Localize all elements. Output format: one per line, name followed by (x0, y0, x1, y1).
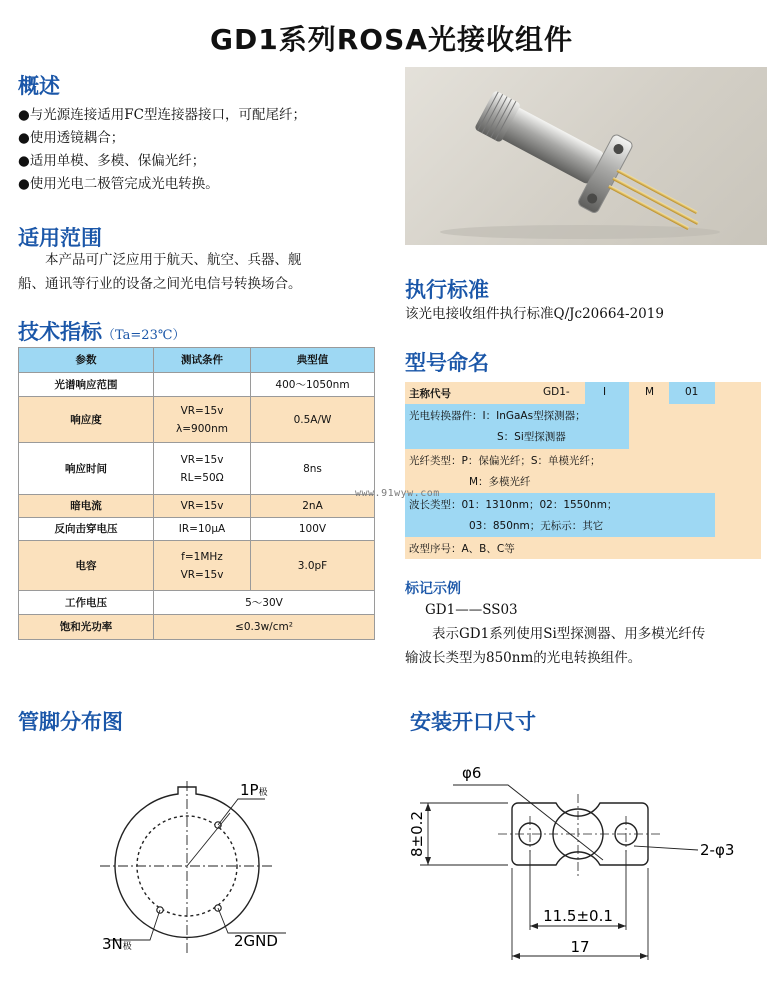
product-photo (405, 67, 767, 245)
condition-cell: VR=15v (154, 495, 251, 518)
table-row (19, 591, 375, 615)
example-heading: 标记示例 (405, 581, 461, 597)
table-row (19, 495, 375, 518)
bullet-item: ●使用透镜耦合； (18, 130, 125, 146)
param-cell: 工作电压 (19, 591, 154, 615)
value-cell: 2nA (251, 495, 375, 518)
param-cell: 响应时间 (19, 443, 154, 495)
example-line: 输波长类型为850nm的光电转换组件。 (405, 650, 642, 666)
value-cell: 3.0pF (251, 541, 375, 591)
pin3-label: 3N极 (102, 935, 132, 953)
table-row (19, 615, 375, 640)
wavelength-line: 波长类型：01：1310nm；02：1550nm； (409, 499, 618, 511)
watermark: www.91wyw.com (355, 488, 440, 499)
param-cell: 响应度 (19, 397, 154, 443)
fiber-line: M：多模光纤 (469, 476, 531, 488)
header-param: 参数 (19, 348, 154, 373)
model-fiber-row (405, 449, 761, 493)
condition-line: VR=15v (180, 404, 224, 417)
condition-cell: IR=10μA (154, 518, 251, 541)
scope-heading: 适用范围 (18, 226, 102, 250)
standard-text: 该光电接收组件执行标准Q/Jc20664-2019 (405, 306, 664, 322)
condition-line: RL=50Ω (180, 471, 224, 484)
value-cell: 0.5A/W (251, 397, 375, 443)
row-bg (715, 493, 761, 537)
code-fiber: M (645, 386, 655, 398)
value-cell: 100V (251, 518, 375, 541)
rosa-module-illustration (405, 67, 767, 245)
pin-diagram-heading: 管脚分布图 (18, 710, 123, 734)
pin-diagram (90, 775, 310, 965)
fiber-line: 光纤类型：P：保偏光纤；S：单模光纤； (409, 455, 601, 467)
model-main-row (405, 382, 761, 404)
table-row (19, 397, 375, 443)
param-cell: 暗电流 (19, 495, 154, 518)
condition-cell (154, 541, 251, 591)
mount-drawing (398, 758, 768, 968)
spacing-label: 11.5±0.1 (543, 907, 613, 925)
bullet-item: ●与光源连接适用FC型连接器接口，可配尾纤； (18, 107, 306, 123)
scope-text (18, 248, 378, 296)
mount-heading: 安装开口尺寸 (410, 710, 536, 734)
holes-label: 2-φ3 (700, 841, 735, 859)
example-line: 表示GD1系列使用Si型探测器、用多模光纤传 (432, 626, 706, 642)
scope-line: 本产品可广泛应用于航天、航空、兵器、舰 (45, 252, 302, 268)
pin1-label: 1P极 (240, 781, 268, 799)
header-condition: 测试条件 (154, 348, 251, 373)
table-row (19, 373, 375, 397)
bullet-item: ●使用光电二极管完成光电转换。 (18, 176, 219, 192)
param-cell: 反向击穿电压 (19, 518, 154, 541)
model-heading: 型号命名 (405, 351, 489, 375)
table-row (19, 541, 375, 591)
detector-line: 光电转换器件：I：InGaAs型探测器； (409, 410, 586, 422)
bullet-item: ●适用单模、多模、保偏光纤； (18, 153, 206, 169)
example-code: GD1——SS03 (425, 602, 518, 618)
wavelength-line: 03：850nm；无标示：其它 (469, 520, 604, 532)
width-label: 17 (570, 938, 590, 956)
revision-line: 改型序号：A、B、C等 (409, 543, 515, 555)
holes-leader (634, 846, 698, 850)
overview-heading: 概述 (18, 74, 60, 98)
param-cell: 光谱响应范围 (19, 373, 154, 397)
condition-line: VR=15v (180, 568, 224, 581)
condition-line: VR=15v (180, 453, 224, 466)
merged-value-cell: ≤0.3w/cm² (154, 615, 375, 640)
code-detector: I (603, 386, 607, 398)
detector-line: S：Si型探测器 (497, 431, 566, 443)
height-label: 8±0.2 (408, 811, 426, 857)
header-value: 典型值 (251, 348, 375, 373)
standard-heading: 执行标准 (405, 278, 489, 302)
specs-condition: （Ta=23℃） (102, 328, 186, 343)
specs-heading (18, 316, 185, 346)
table-row (19, 518, 375, 541)
main-code: GD1- (543, 386, 570, 398)
example-text (405, 622, 767, 670)
model-revision-row (405, 537, 761, 559)
condition-cell (154, 443, 251, 495)
spec-header-row (19, 348, 375, 373)
condition-line: λ=900nm (176, 422, 228, 435)
value-cell: 8ns (251, 443, 375, 495)
merged-value-cell: 5～30V (154, 591, 375, 615)
code-box (585, 382, 629, 404)
page-title: GD1系列ROSA光接收组件 (210, 23, 573, 56)
param-cell: 电容 (19, 541, 154, 591)
pin2-label: 2GND (234, 932, 278, 950)
spec-table (18, 347, 375, 640)
main-label: 主称代号 (409, 388, 451, 400)
model-wavelength-row (405, 493, 761, 537)
specs-title: 技术指标 (18, 320, 102, 344)
value-cell: 400～1050nm (251, 373, 375, 397)
dia6-label: φ6 (462, 764, 482, 782)
row-bg (629, 404, 761, 449)
condition-cell (154, 397, 251, 443)
condition-line: f=1MHz (181, 550, 223, 563)
table-row (19, 443, 375, 495)
code-wavelength: 01 (685, 386, 699, 398)
model-detector-row (405, 404, 761, 449)
param-cell: 饱和光功率 (19, 615, 154, 640)
scope-line: 船、通讯等行业的设备之间光电信号转换场合。 (18, 276, 302, 292)
condition-cell (154, 373, 251, 397)
overview-bullets (18, 104, 306, 196)
